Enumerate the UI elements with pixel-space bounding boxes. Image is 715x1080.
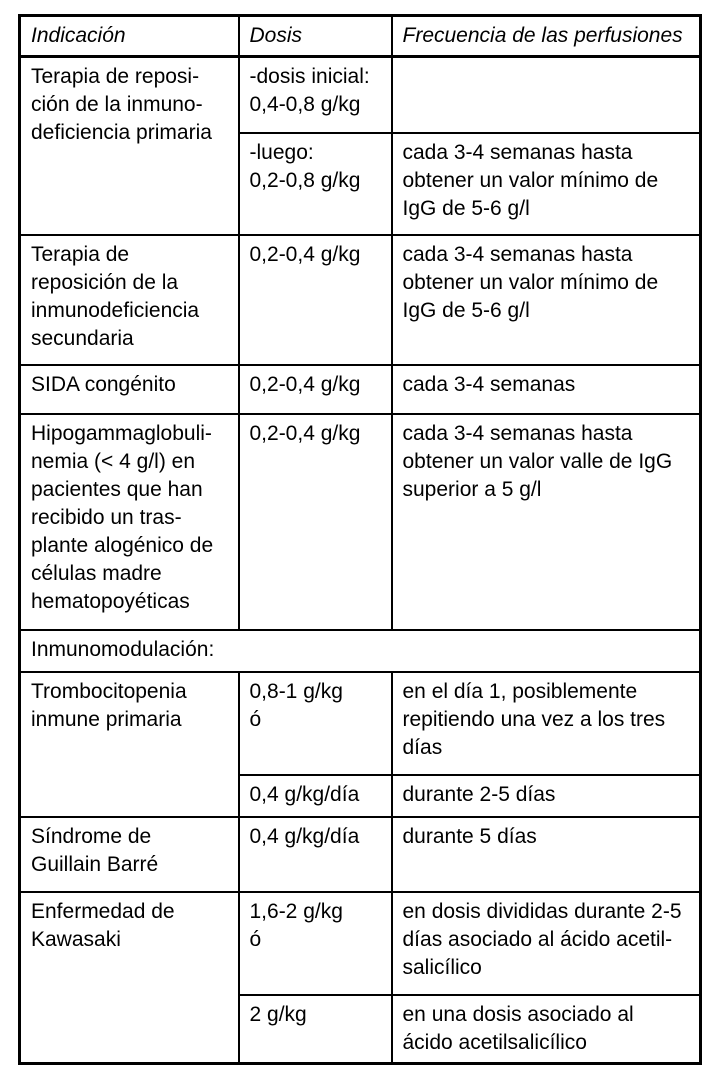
table-row bbox=[20, 414, 701, 630]
cell-dose-guillain-barre: 0,4 g/kg/día bbox=[239, 817, 392, 892]
cell-frequency-primary-thereafter: cada 3-4 semanas hasta obtener un valor mínimo de IgG de 5-6 g/l bbox=[392, 133, 701, 235]
cell-frequency-kawasaki-option1: en dosis divididas durante 2-5 días asociado al ácido acetil- salicílico bbox=[392, 892, 701, 995]
table-row bbox=[20, 672, 701, 775]
cell-frequency-kawasaki-option2: en una dosis asociado al ácido acetilsalicílico bbox=[392, 995, 701, 1064]
cell-dose-kawasaki-option1: 1,6-2 g/kg ó bbox=[239, 892, 392, 995]
header-indication: Indicación bbox=[20, 16, 239, 57]
cell-indication-hypogammaglobulinaemia: Hipogammaglobuli- nemia (< 4 g/l) en pacientes que han recibido un tras- plante alogénico de células madre hematopoyéticas bbox=[20, 414, 239, 630]
header-frequency: Frecuencia de las perfusiones bbox=[392, 16, 701, 57]
cell-indication-guillain-barre: Síndrome de Guillain Barré bbox=[20, 817, 239, 892]
cell-indication-secondary-immunodeficiency: Terapia de reposición de la inmunodeficiencia secundaria bbox=[20, 235, 239, 365]
cell-frequency-primary-initial bbox=[392, 57, 701, 133]
cell-indication-immune-thrombocytopenia: Trombocitopenia inmune primaria bbox=[20, 672, 239, 817]
cell-dose-hypogammaglobulinaemia: 0,2-0,4 g/kg bbox=[239, 414, 392, 630]
cell-frequency-thrombocytopenia-option1: en el día 1, posiblemente repitiendo una vez a los tres días bbox=[392, 672, 701, 775]
cell-frequency-hypogammaglobulinaemia: cada 3-4 semanas hasta obtener un valor valle de IgG superior a 5 g/l bbox=[392, 414, 701, 630]
table-header-row bbox=[20, 16, 701, 57]
table-row bbox=[20, 365, 701, 414]
cell-dose-thrombocytopenia-option1: 0,8-1 g/kg ó bbox=[239, 672, 392, 775]
cell-dose-congenital-aids: 0,2-0,4 g/kg bbox=[239, 365, 392, 414]
table-row bbox=[20, 892, 701, 995]
cell-frequency-secondary-immunodeficiency: cada 3-4 semanas hasta obtener un valor mínimo de IgG de 5-6 g/l bbox=[392, 235, 701, 365]
cell-frequency-congenital-aids: cada 3-4 semanas bbox=[392, 365, 701, 414]
cell-immunomodulation-section-label: Inmunomodulación: bbox=[20, 630, 701, 672]
table-row bbox=[20, 817, 701, 892]
cell-dose-primary-initial: -dosis inicial: 0,4-0,8 g/kg bbox=[239, 57, 392, 133]
table-section-row bbox=[20, 630, 701, 672]
dosing-table bbox=[18, 14, 702, 1065]
cell-indication-primary-immunodeficiency: Terapia de reposi- ción de la inmuno- deficiencia primaria bbox=[20, 57, 239, 235]
cell-frequency-guillain-barre: durante 5 días bbox=[392, 817, 701, 892]
table-row bbox=[20, 57, 701, 133]
cell-indication-congenital-aids: SIDA congénito bbox=[20, 365, 239, 414]
cell-indication-kawasaki: Enfermedad de Kawasaki bbox=[20, 892, 239, 1064]
cell-dose-kawasaki-option2: 2 g/kg bbox=[239, 995, 392, 1064]
cell-frequency-thrombocytopenia-option2: durante 2-5 días bbox=[392, 775, 701, 817]
header-dose: Dosis bbox=[239, 16, 392, 57]
cell-dose-primary-thereafter: -luego: 0,2-0,8 g/kg bbox=[239, 133, 392, 235]
cell-dose-thrombocytopenia-option2: 0,4 g/kg/día bbox=[239, 775, 392, 817]
cell-dose-secondary-immunodeficiency: 0,2-0,4 g/kg bbox=[239, 235, 392, 365]
table-row bbox=[20, 235, 701, 365]
